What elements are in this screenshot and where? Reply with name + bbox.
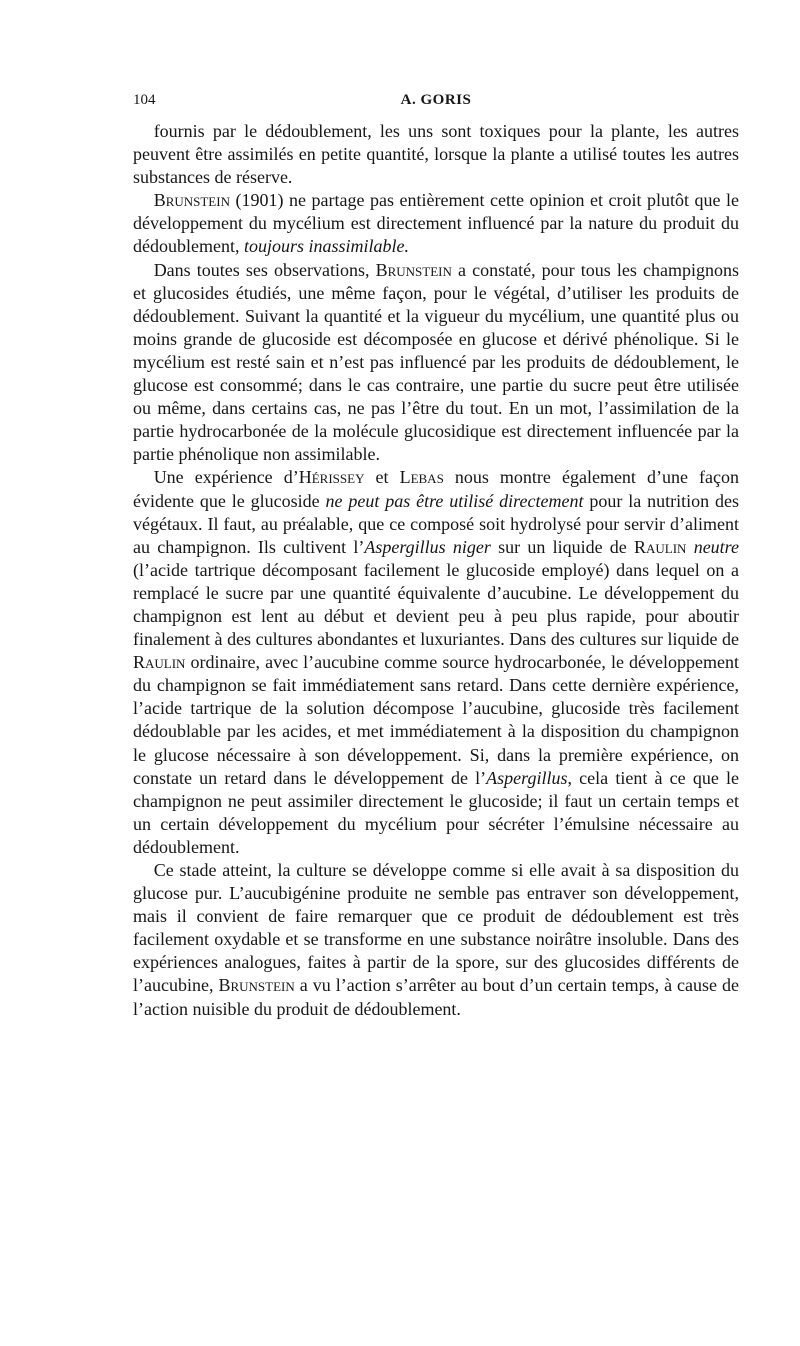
text-run: ordinaire, avec l’aucubine comme source hydrocarbonée, le développement du champignon se fait immédiatement sans retard. Dans cette dernière expérience, l’acide tartrique de la solution décompose l’aucubine, glucoside très facilement dédoublable par les acides, et met immédiatement à la disposition du champignon le glucose nécessaire à son développement. Si, dans la première expérience, on constate un retard dans le développement de l’ bbox=[133, 652, 739, 788]
paragraph bbox=[133, 859, 739, 1021]
paragraph bbox=[133, 120, 739, 189]
text-run: (1901) ne partage pas entièrement cette opinion et croit plutôt que le développement du mycélium est directement influencé par la nature du produit du dédoublement, bbox=[133, 190, 739, 257]
text-run: a vu l’action s’arrêter au bout d’un certain temps, à cause de l’action nuisible du produit de dédoublement. bbox=[133, 975, 740, 1019]
running-head-author: A. GORIS bbox=[400, 92, 472, 108]
author-name: Raulin bbox=[133, 652, 186, 673]
author-name: Lebas bbox=[399, 467, 444, 488]
text-run: , cela tient à ce que le champignon ne peut assimiler directement le glucoside; il faut un certain temps et un certain développement du mycélium pour sécréter l’émulsine nécessaire au dédoublement. bbox=[133, 767, 739, 857]
text-run bbox=[686, 537, 693, 557]
text-run: et bbox=[364, 467, 400, 488]
text-run: nous montre également d’une façon évidente que le glucoside bbox=[133, 467, 739, 511]
author-name: Hérissey bbox=[298, 467, 365, 488]
italic-phrase: neutre bbox=[693, 536, 740, 557]
paragraph bbox=[133, 466, 739, 859]
author-name: Raulin bbox=[634, 536, 687, 557]
italic-phrase: Aspergillus bbox=[486, 767, 568, 788]
italic-phrase: toujours inassimilable. bbox=[243, 236, 409, 257]
text-run: pour la nutrition des végétaux. Il faut, au préalable, que ce composé soit hydrolysé pour servir d’aliment au champignon. Ils cultivent l’ bbox=[133, 490, 739, 557]
text-run: sur un liquide de bbox=[490, 536, 634, 557]
paragraph bbox=[133, 189, 739, 258]
italic-phrase: ne peut pas être utilisé directement bbox=[325, 490, 584, 511]
running-head bbox=[133, 92, 739, 116]
book-page bbox=[133, 92, 739, 1021]
page-number: 104 bbox=[133, 92, 156, 108]
text-run: Dans toutes ses observations, bbox=[153, 259, 376, 280]
body-text bbox=[133, 120, 739, 1021]
text-run: a constaté, pour tous les champignons et glucosides étudiés, une même façon, pour le végétal, d’utiliser les produits de dédoublement. Suivant la quantité et la vigueur du mycélium, une quantité plus ou moins grande de glucoside est décomposée en glucose et dérivé phénolique. Si le mycélium est resté sain et n’est pas influencé par les produits de dédoublement, le glucose est consommé; dans le cas contraire, une partie du sucre peut être utilisée ou même, dans certains cas, ne pas l’être du tout. En un mot, l’assimilation de la partie hydrocarbonée de la molécule glucosidique est directement influencée par la partie phénolique non assimilable. bbox=[133, 259, 739, 465]
italic-phrase: Aspergillus niger bbox=[364, 536, 491, 557]
author-name: Brunstein bbox=[375, 259, 452, 280]
text-run: (l’acide tartrique décomposant facilement le glucoside employé) dans lequel on a remplacé le sucre par une quantité équivalente d’aucubine. Le développement du champignon est lent au début et devient peu à peu plus rapide, pour aboutir finalement à des cultures abondantes et luxuriantes. Dans des cultures sur liquide de bbox=[133, 559, 739, 650]
text-run: Une expérience d’ bbox=[153, 467, 299, 488]
author-name: Brunstein bbox=[218, 975, 295, 996]
author-name: Brunstein bbox=[153, 190, 230, 211]
paragraph bbox=[133, 259, 739, 467]
text-run: fournis par le dédoublement, les uns sont toxiques pour la plante, les autres peuvent être assimilés en petite quantité, lorsque la plante a utilisé toutes les autres substances de réserve. bbox=[133, 121, 739, 188]
text-run: Ce stade atteint, la culture se développe comme si elle avait à sa disposition du glucose pur. L’aucubigénine produite ne semble pas entraver son développement, mais il convient de faire remarquer que ce produit de dédoublement est très facilement oxydable et se transforme en une substance noirâtre insoluble. Dans des expériences analogues, faites à partir de la spore, sur des glucosides différents de l’aucubine, bbox=[133, 860, 739, 996]
